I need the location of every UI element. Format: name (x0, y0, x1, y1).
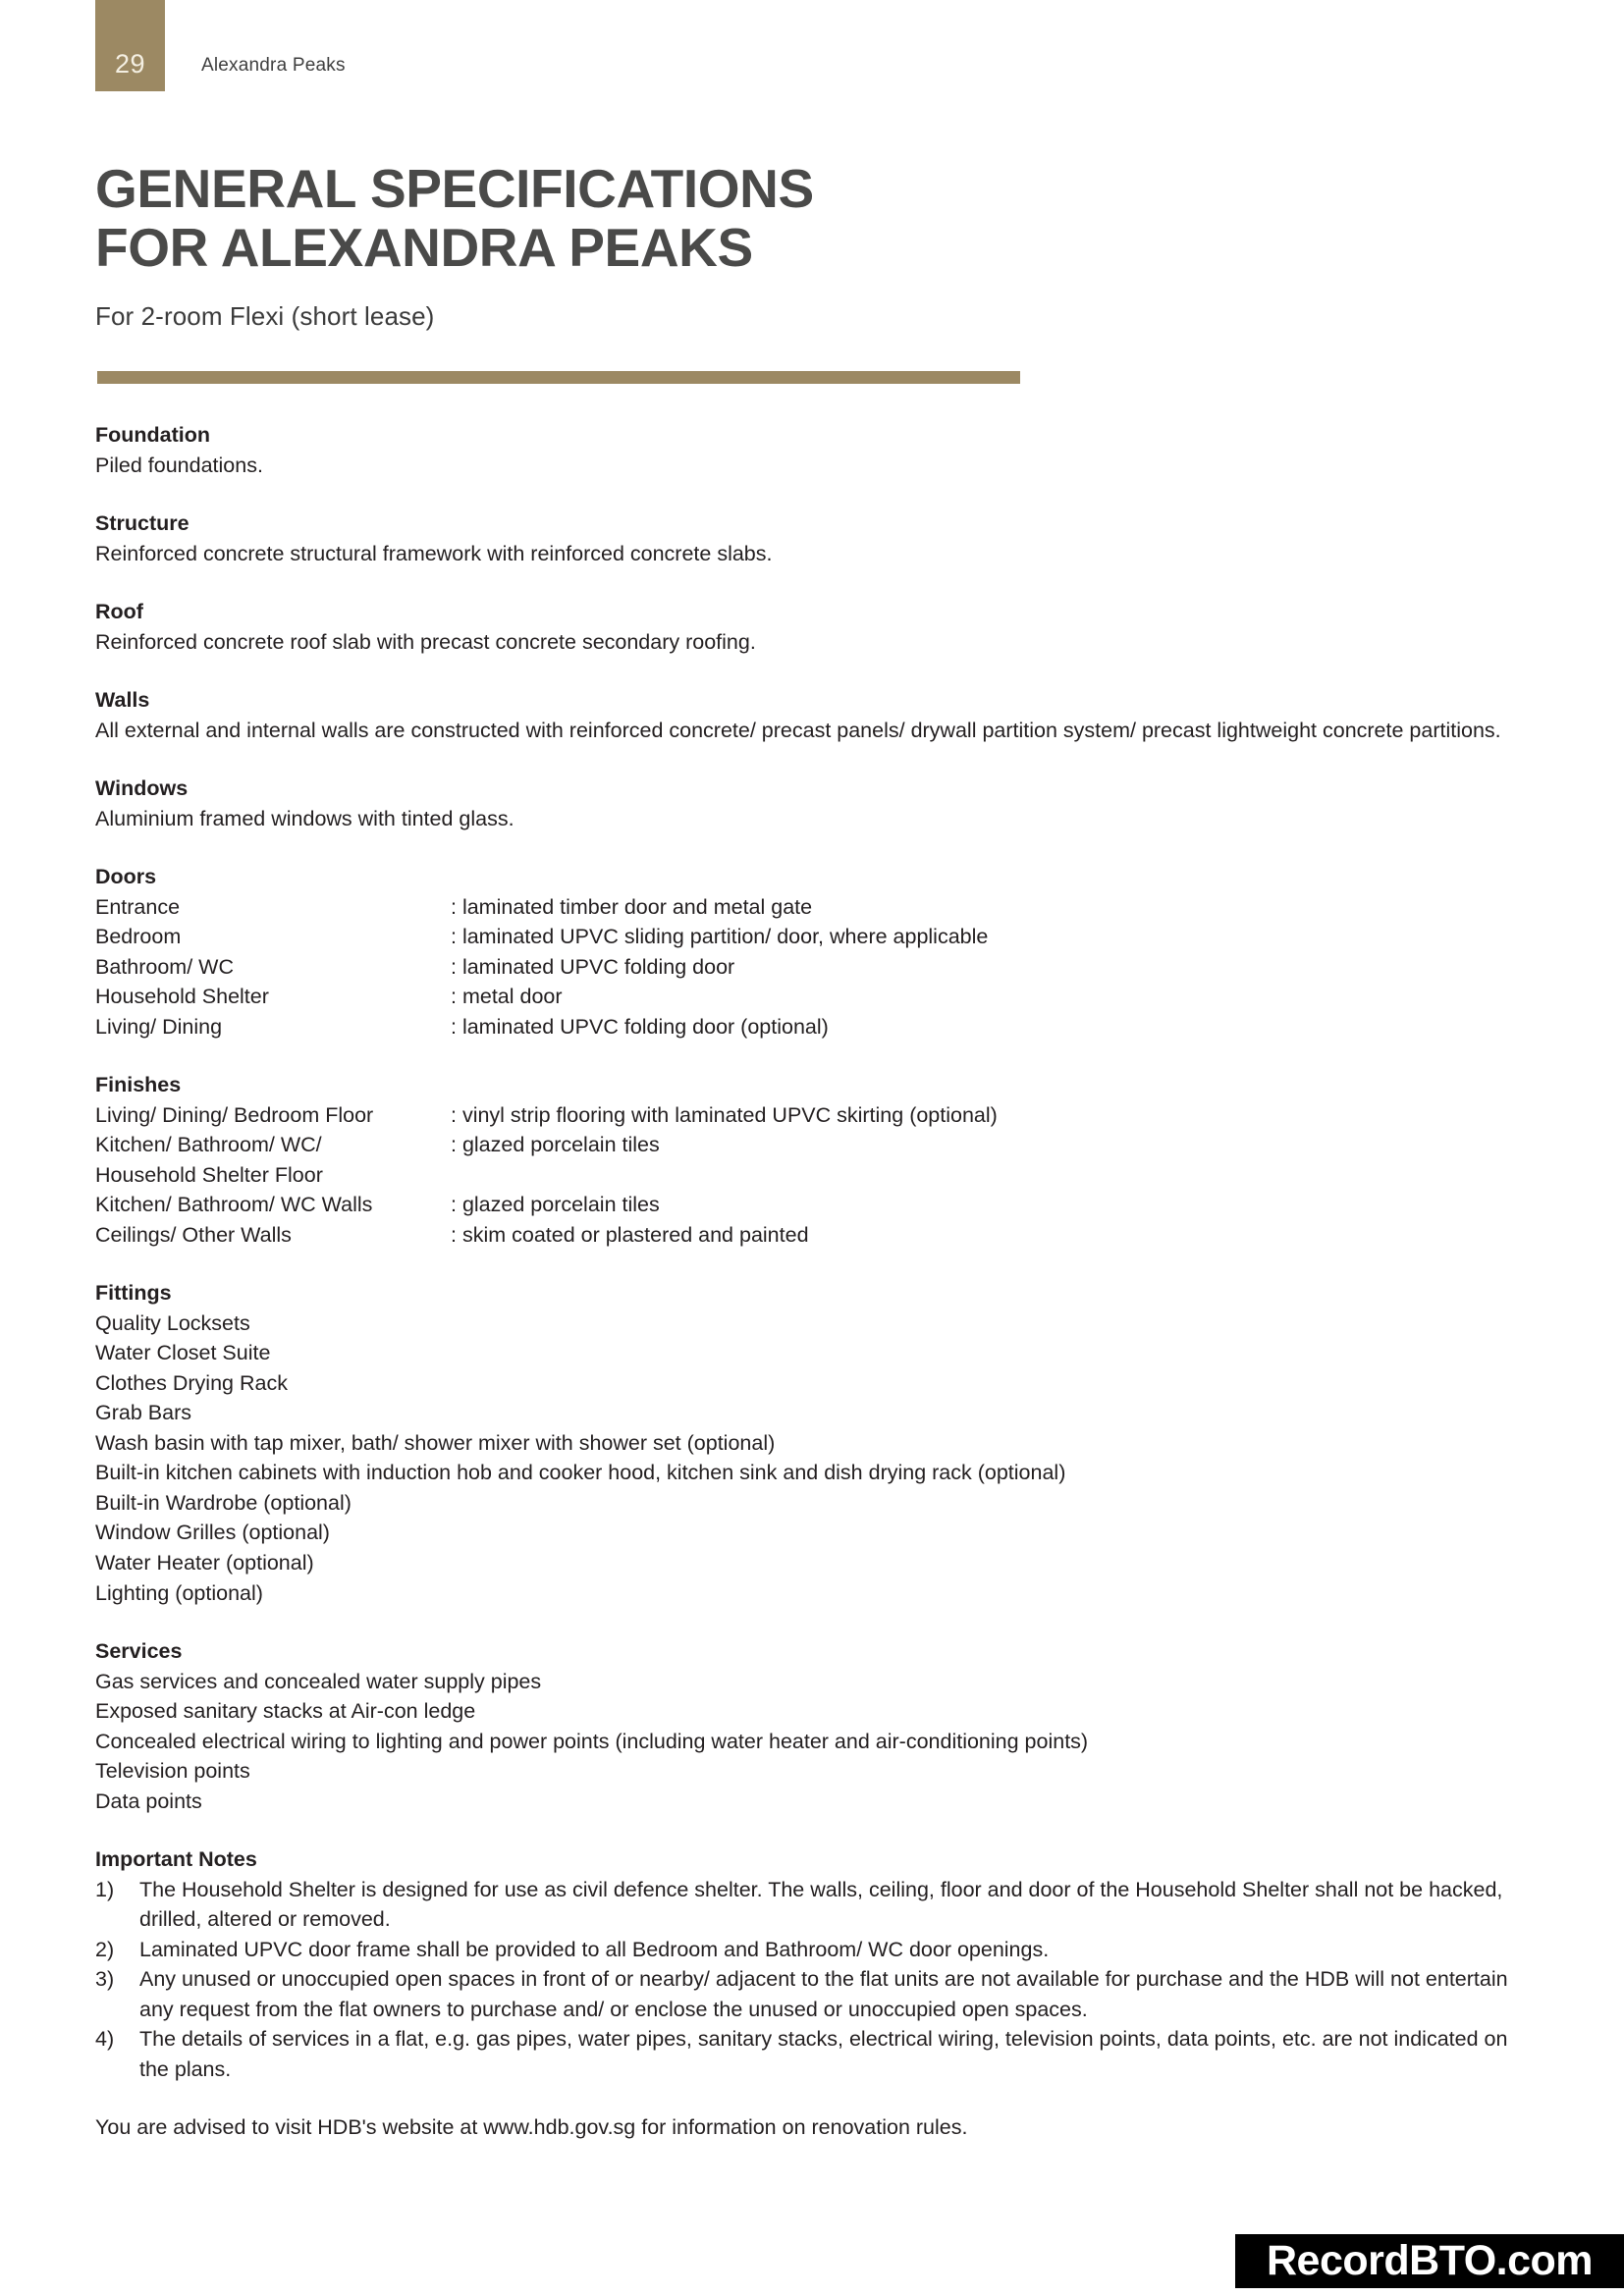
spacer (95, 568, 1529, 597)
section-heading-foundation: Foundation (95, 423, 211, 447)
spacer (95, 833, 1529, 862)
services-item: Concealed electrical wiring to lighting and power points (including water heater and air-conditioning points) (95, 1729, 1089, 1753)
finishes-spec-list (95, 1100, 1529, 1251)
fittings-item: Wash basin with tap mixer, bath/ shower mixer with shower set (optional) (95, 1430, 776, 1455)
doors-spec-label: Bedroom (95, 925, 182, 949)
page-title-line-2: FOR ALEXANDRA PEAKS (95, 216, 753, 278)
fittings-item: Quality Locksets (95, 1310, 250, 1335)
services-item: Gas services and concealed water supply pipes (95, 1669, 542, 1693)
finishes-spec-value: : vinyl strip flooring with laminated UPVC skirting (optional) (451, 1102, 998, 1127)
finishes-spec-label: Household Shelter Floor (95, 1162, 323, 1187)
finishes-spec-row (95, 1220, 1529, 1251)
section-heading-roof: Roof (95, 600, 143, 624)
finishes-spec-value: : skim coated or plastered and painted (451, 1222, 809, 1247)
important-note-number: 1) (95, 1877, 115, 1901)
important-note-text: Any unused or unoccupied open spaces in front of or nearby/ adjacent to the flat units are not available for purchase and the HDB will not entertain any request from the flat owners to purchase and/ or enclose the unused or unoccupied open spaces. (139, 1967, 1508, 2021)
important-note-row (95, 1964, 1529, 2024)
finishes-spec-row (95, 1100, 1529, 1131)
services-item: Television points (95, 1759, 250, 1784)
section-heading-services: Services (95, 1639, 183, 1664)
spacer (95, 1608, 1529, 1636)
section-heading-structure: Structure (95, 511, 189, 536)
page-number: 29 (114, 49, 146, 79)
doors-spec-row (95, 892, 1529, 923)
important-note-text: The details of services in a flat, e.g. gas pipes, water pipes, sanitary stacks, electrical wiring, television points, data points, etc. are not indicated on the plans. (139, 2027, 1508, 2081)
project-name-label: Alexandra Peaks (201, 55, 346, 76)
section-doors (95, 862, 1529, 1041)
section-structure (95, 508, 1529, 568)
doors-spec-row (95, 952, 1529, 983)
spacer (95, 480, 1529, 508)
spacer (95, 1041, 1529, 1070)
fittings-item: Built-in Wardrobe (optional) (95, 1490, 352, 1515)
doors-spec-value: : laminated UPVC folding door (451, 954, 735, 979)
services-item: Data points (95, 1789, 202, 1813)
important-note-row (95, 1935, 1529, 1965)
section-body-structure: Reinforced concrete structural framework with reinforced concrete slabs. (95, 541, 773, 565)
fittings-list (95, 1308, 1529, 1608)
doors-spec-value: : metal door (451, 985, 563, 1009)
section-services (95, 1636, 1529, 1816)
finishes-spec-label: Kitchen/ Bathroom/ WC/ (95, 1133, 322, 1157)
page-number-tab (95, 0, 165, 91)
doors-spec-row (95, 982, 1529, 1012)
section-body-windows: Aluminium framed windows with tinted glass. (95, 806, 514, 830)
section-body-foundation: Piled foundations. (95, 453, 263, 477)
page-subtitle: For 2-room Flexi (short lease) (95, 301, 435, 331)
important-note-number: 3) (95, 1967, 115, 1992)
section-heading-walls: Walls (95, 688, 150, 713)
fittings-item: Window Grilles (optional) (95, 1521, 330, 1545)
section-walls (95, 685, 1529, 745)
important-notes-list (95, 1875, 1529, 2085)
important-note-number: 4) (95, 2027, 115, 2052)
section-body-roof: Reinforced concrete roof slab with precast concrete secondary roofing. (95, 629, 756, 654)
section-windows (95, 774, 1529, 833)
fittings-item: Built-in kitchen cabinets with induction hob and cooker hood, kitchen sink and dish drying rack (optional) (95, 1461, 1066, 1485)
section-heading-finishes: Finishes (95, 1073, 182, 1097)
doors-spec-label: Entrance (95, 894, 181, 919)
finishes-spec-label: Living/ Dining/ Bedroom Floor (95, 1102, 374, 1127)
doors-spec-row (95, 922, 1529, 952)
doors-spec-label: Living/ Dining (95, 1014, 223, 1039)
finishes-spec-row (95, 1130, 1529, 1160)
doors-spec-value: : laminated UPVC sliding partition/ door, where applicable (451, 925, 989, 949)
watermark-text: RecordBTO.com (1267, 2237, 1593, 2284)
doors-spec-row (95, 1012, 1529, 1042)
finishes-spec-value: : glazed porcelain tiles (451, 1133, 660, 1157)
spacer (95, 745, 1529, 774)
services-item: Exposed sanitary stacks at Air-con ledge (95, 1699, 476, 1724)
important-note-row (95, 1875, 1529, 1935)
watermark-bar (1235, 2234, 1624, 2288)
finishes-spec-label: Ceilings/ Other Walls (95, 1222, 292, 1247)
section-fittings (95, 1278, 1529, 1608)
important-note-number: 2) (95, 1937, 115, 1961)
section-heading-fittings: Fittings (95, 1281, 172, 1306)
specifications-body (95, 420, 1529, 2143)
finishes-spec-value: : glazed porcelain tiles (451, 1193, 660, 1217)
fittings-item: Water Heater (optional) (95, 1550, 314, 1575)
page-title (95, 160, 1175, 278)
section-heading-windows: Windows (95, 776, 189, 801)
finishes-spec-row (95, 1190, 1529, 1220)
page-title-line-1: GENERAL SPECIFICATIONS (95, 158, 814, 219)
section-roof (95, 597, 1529, 657)
spacer (95, 1250, 1529, 1278)
services-list (95, 1667, 1529, 1817)
doors-spec-label: Bathroom/ WC (95, 954, 234, 979)
spacer (95, 657, 1529, 685)
doors-spec-list (95, 892, 1529, 1042)
important-note-text: The Household Shelter is designed for use as civil defence shelter. The walls, ceiling, floor and door of the Household Shelter shall not be hacked, drilled, altered or removed. (139, 1877, 1503, 1932)
section-foundation (95, 420, 1529, 480)
doors-spec-value: : laminated timber door and metal gate (451, 894, 813, 919)
fittings-item: Grab Bars (95, 1401, 191, 1425)
section-important-notes (95, 1844, 1529, 2143)
finishes-spec-row (95, 1160, 1529, 1191)
section-body-walls: All external and internal walls are constructed with reinforced concrete/ precast panels/ drywall partition system/ precast lightweight concrete partitions. (95, 718, 1501, 742)
doors-spec-value: : laminated UPVC folding door (optional) (451, 1014, 829, 1039)
finishes-spec-label: Kitchen/ Bathroom/ WC Walls (95, 1193, 373, 1217)
section-heading-important-notes: Important Notes (95, 1847, 257, 1872)
section-finishes (95, 1070, 1529, 1250)
fittings-item: Water Closet Suite (95, 1341, 271, 1365)
fittings-item: Clothes Drying Rack (95, 1370, 288, 1395)
fittings-item: Lighting (optional) (95, 1580, 263, 1605)
section-heading-doors: Doors (95, 865, 157, 889)
title-divider-rule (97, 371, 1020, 384)
spacer (95, 1816, 1529, 1844)
important-note-row (95, 2024, 1529, 2084)
renovation-advice-text: You are advised to visit HDB's website at www.hdb.gov.sg for information on renovation rules. (95, 2115, 968, 2140)
important-note-text: Laminated UPVC door frame shall be provided to all Bedroom and Bathroom/ WC door openings. (139, 1937, 1050, 1961)
doors-spec-label: Household Shelter (95, 985, 269, 1009)
